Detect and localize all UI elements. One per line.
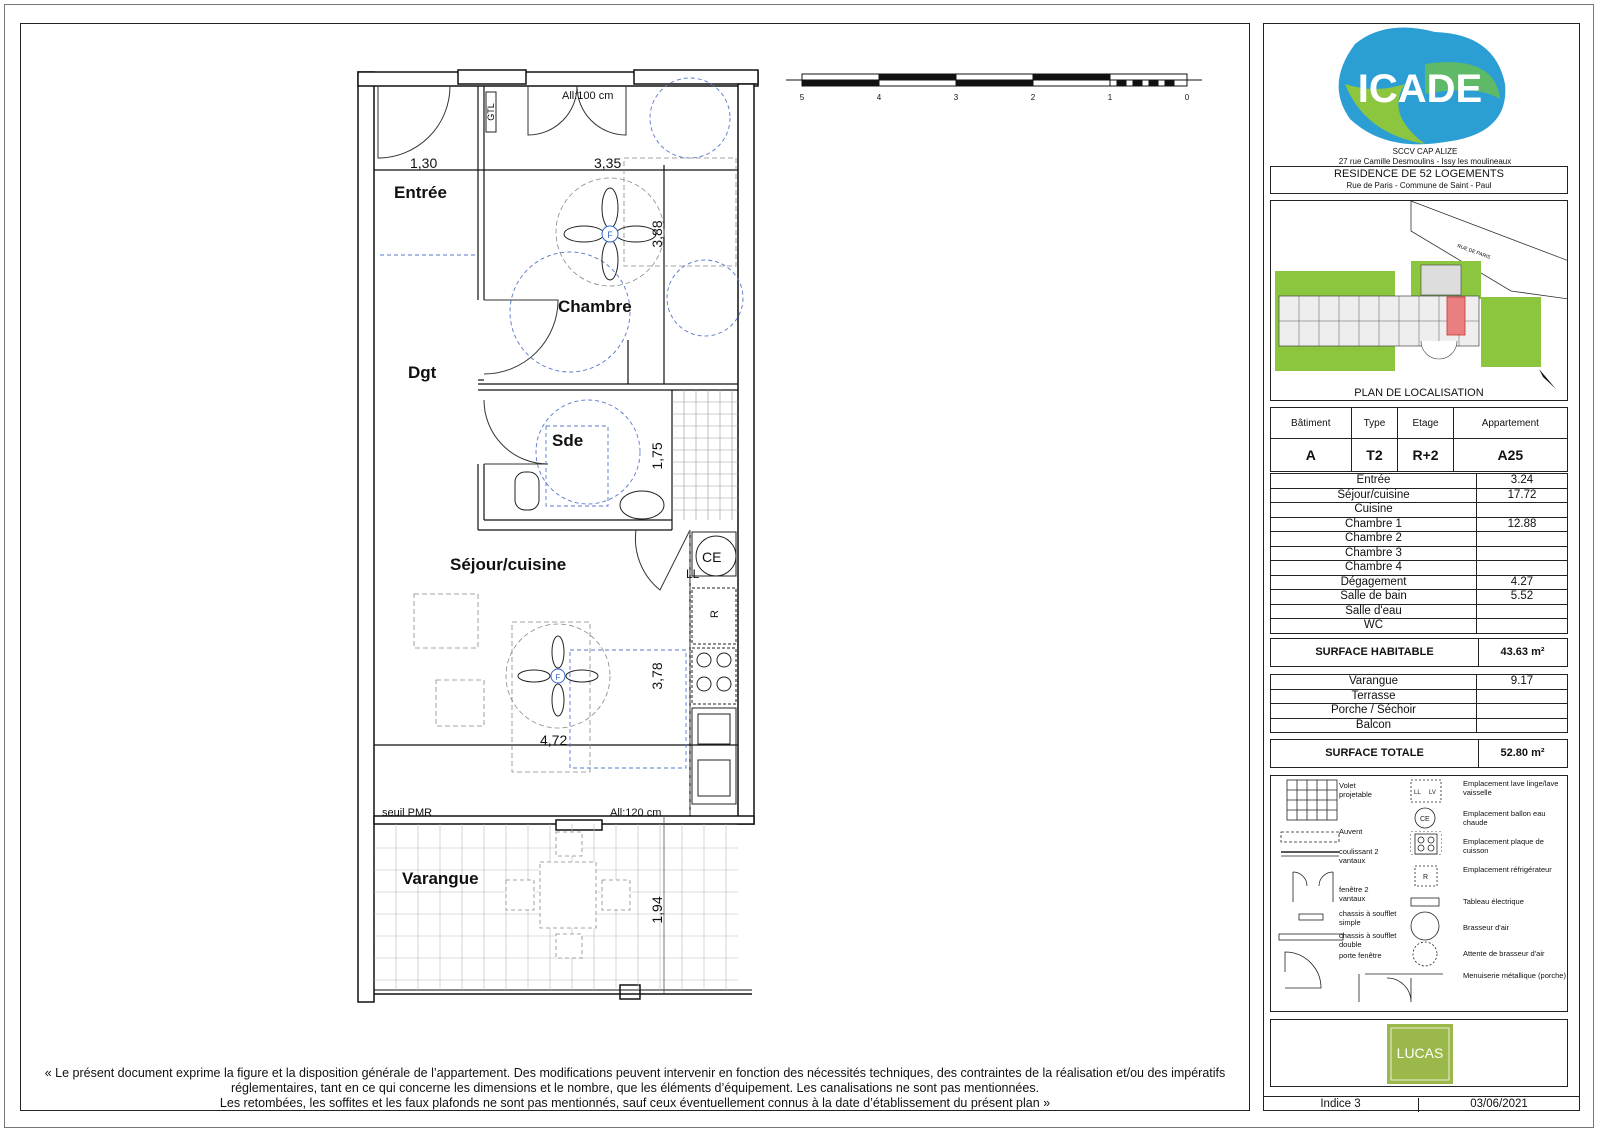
chassis-simple-icon (1299, 914, 1323, 920)
table-row (1271, 718, 1568, 733)
brasseur-icon (1411, 912, 1439, 940)
table-row (1271, 532, 1568, 547)
lucas-logo (1387, 1024, 1453, 1084)
scale-label: 0 (1184, 93, 1190, 102)
annot-ce: CE (702, 549, 722, 565)
auvent-icon (1281, 832, 1339, 842)
scale-label: 2 (1030, 93, 1036, 102)
surface-name: Terrasse (1271, 689, 1477, 704)
dim-335: 3,35 (594, 155, 622, 171)
location-map (1270, 200, 1568, 401)
sym-ll: LL (1414, 790, 1421, 796)
annot-seuil: seuil PMR (382, 807, 433, 819)
dim-388: 3,88 (649, 220, 665, 248)
apartment-info-table (1270, 407, 1568, 472)
room-chambre: Chambre (558, 297, 632, 316)
annot-all120: All:120 cm (610, 807, 662, 819)
disclaimer-line: Les retombées, les soffites et les faux plafonds ne sont pas mentionnés, sauf ceux éventuellement connus à la date d’établissement du présent plan » (219, 1096, 1051, 1110)
scale-label: 3 (953, 93, 959, 102)
surface-value: 12.88 (1477, 517, 1568, 532)
residence-address: Rue de Paris - Commune de Saint - Paul (1346, 181, 1492, 190)
tableau-icon (1411, 898, 1439, 906)
legend-fenetre: fenêtre 2 vantaux (1339, 885, 1369, 903)
scale-label: 1 (1107, 93, 1113, 102)
table-row (1271, 503, 1568, 518)
surface-name: Chambre 2 (1271, 532, 1477, 547)
table-row (1271, 546, 1568, 561)
revision-date: 03/06/2021 (1418, 1098, 1579, 1112)
fenetre-icon (1293, 872, 1333, 902)
surface-value (1477, 532, 1568, 547)
gtl-label: GTL (486, 103, 496, 121)
legend-brasseur: Brasseur d'air (1463, 923, 1510, 932)
info-header: Bâtiment (1271, 408, 1352, 439)
surface-name: WC (1271, 619, 1477, 634)
company-address: 27 rue Camille Desmoulins - Issy les moulineaux (1338, 157, 1512, 166)
attente-icon (1413, 942, 1437, 966)
annot-r: R (709, 610, 721, 618)
room-varangue: Varangue (402, 869, 479, 888)
dim-194: 1,94 (649, 896, 665, 924)
apartment-highlight (1447, 297, 1465, 335)
surface-name: Porche / Séchoir (1271, 704, 1477, 719)
disclaimer-line: « Le présent document exprime la figure et la disposition générale de l’appartement. Des modifications peuvent intervenir en fonction des nécessités techniques, des contraintes de la réalisation et/ou des impératifs (44, 1066, 1226, 1080)
table-row (1271, 474, 1568, 489)
legend-refrig: Emplacement réfrigérateur (1463, 865, 1552, 874)
legend-chassis-simple: chassis à soufflet simple (1339, 909, 1397, 927)
surface-habitable-value: 43.63 m² (1500, 646, 1545, 658)
table-row (1271, 488, 1568, 503)
map-street-label: RUE DE PARIS (1456, 243, 1492, 261)
surface-totale-box (1270, 739, 1568, 768)
surface-value (1477, 619, 1568, 634)
surface-value: 9.17 (1477, 675, 1568, 690)
surface-name: Salle d'eau (1271, 604, 1477, 619)
surface-value (1477, 718, 1568, 733)
legend-chassis-double: chassis à soufflet double (1339, 931, 1397, 949)
surface-name: Balcon (1271, 718, 1477, 733)
surface-value: 17.72 (1477, 488, 1568, 503)
dim-378: 3,78 (649, 662, 665, 690)
dim-130: 1,30 (410, 155, 438, 171)
revision-footer (1263, 1096, 1580, 1112)
legend-tableau: Tableau électrique (1463, 897, 1524, 906)
info-value: A25 (1453, 439, 1567, 472)
info-header: Appartement (1453, 408, 1567, 439)
surface-value (1477, 604, 1568, 619)
table-row (1271, 575, 1568, 590)
shower-tiles (672, 390, 738, 520)
table-row (1271, 561, 1568, 576)
table-row (1271, 590, 1568, 605)
legend-ll-lv: Emplacement lave linge/lave vaisselle (1463, 779, 1559, 797)
surface-name: Chambre 3 (1271, 546, 1477, 561)
sink-symbol (620, 491, 664, 519)
info-value: A (1271, 439, 1352, 472)
annot-all100: All:100 cm (562, 90, 614, 102)
legend-attente: Attente de brasseur d'air (1463, 949, 1545, 958)
map-label: PLAN DE LOCALISATION (1354, 387, 1484, 399)
table-row (1271, 675, 1568, 690)
architect-box (1270, 1019, 1568, 1087)
legend-ce: Emplacement ballon eau chaude (1463, 809, 1546, 827)
table-row (1271, 704, 1568, 719)
info-header: Type (1351, 408, 1398, 439)
sym-ce: CE (1420, 816, 1430, 823)
menuiserie-icon (1359, 974, 1443, 1002)
legend-coulissant: coulissant 2 vantaux (1339, 847, 1379, 865)
surface-name: Séjour/cuisine (1271, 488, 1477, 503)
sym-lv: LV (1429, 790, 1436, 796)
revision-index: Indice 3 (1320, 1098, 1361, 1110)
scale-label: 4 (876, 93, 882, 102)
legend-porte-fenetre: porte fenêtre (1339, 951, 1382, 960)
residence-box (1270, 166, 1568, 194)
disclaimer-line: réglementaires, tant en ce qui concerne les dimensions et le nombre, que les éléments d’équipement. Les canalisations ne sont pas mentionnées. (230, 1081, 1040, 1095)
room-dgt: Dgt (408, 363, 437, 382)
porte-fenetre-icon (1285, 952, 1321, 988)
surface-name: Varangue (1271, 675, 1477, 690)
table-row (1271, 517, 1568, 532)
company-info (1270, 147, 1580, 167)
company-name: SCCV CAP ALIZE (1392, 147, 1458, 156)
dim-472: 4,72 (540, 732, 568, 748)
surface-value (1477, 561, 1568, 576)
surface-value (1477, 689, 1568, 704)
room-sejour: Séjour/cuisine (450, 555, 567, 574)
annot-ll: LL (686, 567, 700, 581)
scale-bar (786, 74, 1202, 86)
legend-volet: Volet projetable (1339, 781, 1372, 799)
info-value: T2 (1351, 439, 1398, 472)
surface-name: Dégagement (1271, 575, 1477, 590)
surface-totale-label: SURFACE TOTALE (1271, 740, 1479, 767)
legend-plaque: Emplacement plaque de cuisson (1463, 837, 1544, 855)
surface-value (1477, 503, 1568, 518)
surface-name: Salle de bain (1271, 590, 1477, 605)
table-row (1271, 619, 1568, 634)
fan-label: F (607, 230, 613, 240)
surface-totale-value: 52.80 m² (1500, 747, 1545, 759)
surface-value: 5.52 (1477, 590, 1568, 605)
table-row (1271, 689, 1568, 704)
disclaimer (24, 1066, 1246, 1111)
info-header: Etage (1398, 408, 1453, 439)
surfaces-table (1270, 473, 1568, 634)
surface-habitable-box (1270, 638, 1568, 667)
surface-name: Chambre 1 (1271, 517, 1477, 532)
surface-habitable-label: SURFACE HABITABLE (1271, 639, 1479, 666)
room-sde: Sde (552, 431, 584, 450)
surface-value: 4.27 (1477, 575, 1568, 590)
wc-symbol (515, 472, 539, 510)
info-value: R+2 (1398, 439, 1453, 472)
table-row (1271, 604, 1568, 619)
icade-logo (1325, 24, 1515, 154)
logo-text: ICADE (1357, 67, 1483, 111)
legend-box (1270, 775, 1568, 1012)
scale-label: 5 (799, 93, 805, 102)
legend-auvent: Auvent (1339, 827, 1363, 836)
architect-name: LUCAS (1396, 1045, 1444, 1061)
surface-value: 3.24 (1477, 474, 1568, 489)
surface-value (1477, 704, 1568, 719)
surface-name: Chambre 4 (1271, 561, 1477, 576)
fan-label-2: F (555, 673, 561, 682)
dim-175: 1,75 (649, 442, 665, 470)
room-entree: Entrée (394, 183, 447, 202)
surface-value (1477, 546, 1568, 561)
residence-title: RESIDENCE DE 52 LOGEMENTS (1334, 168, 1504, 180)
surface-name: Cuisine (1271, 503, 1477, 518)
chassis-double-icon (1279, 934, 1343, 940)
surface-name: Entrée (1271, 474, 1477, 489)
sym-r: R (1423, 874, 1429, 881)
legend-menuiserie: Menuiserie métallique (porche) (1463, 971, 1566, 980)
exterior-surfaces-table (1270, 674, 1568, 733)
